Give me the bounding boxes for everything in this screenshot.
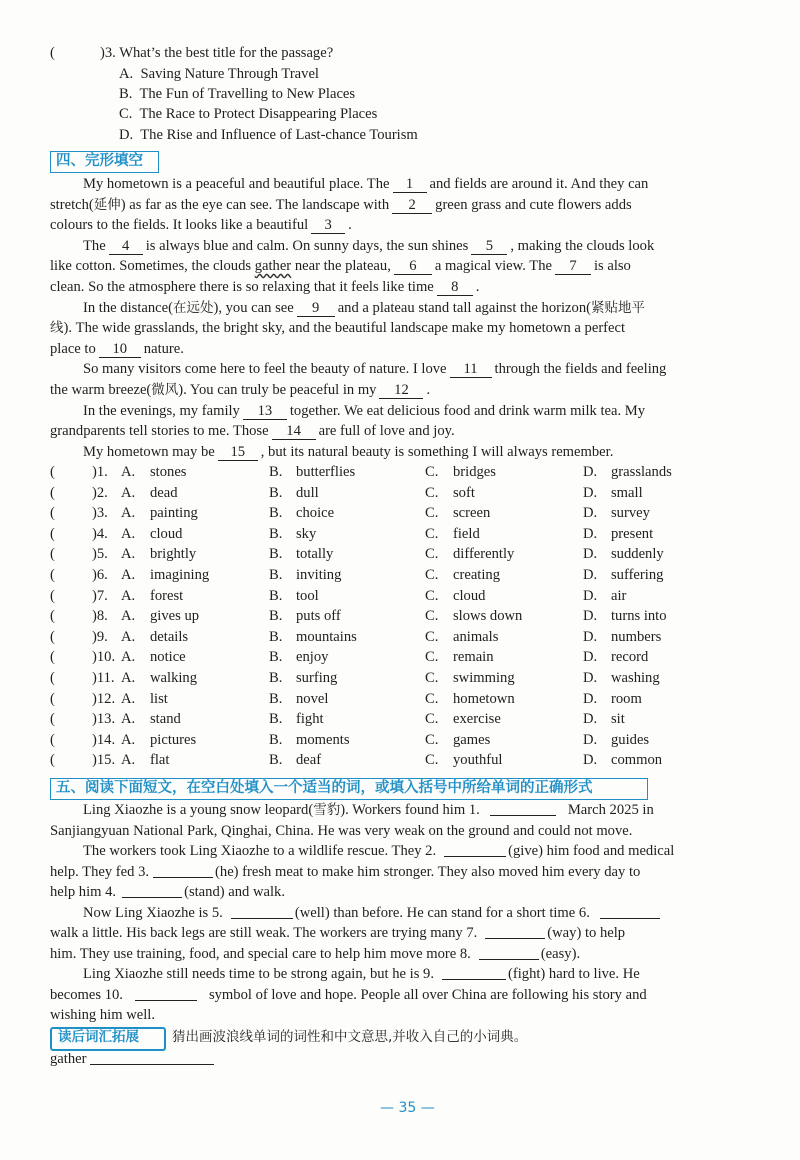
choice-answer-paren[interactable]: (	[50, 526, 55, 542]
option-letter-b: B.	[269, 526, 283, 542]
grammar-blank-8[interactable]	[479, 945, 539, 960]
option-d[interactable]: sit	[611, 711, 625, 727]
option-letter-d: D.	[583, 691, 598, 707]
grammar-blank-5[interactable]	[231, 904, 293, 919]
option-a[interactable]: stones	[150, 464, 187, 480]
answer-paren[interactable]: (	[50, 45, 55, 61]
option-c[interactable]: cloud	[453, 588, 486, 604]
option-c[interactable]: slows down	[453, 608, 523, 624]
choice-number: )9.	[92, 629, 108, 645]
option-a[interactable]: imagining	[150, 567, 210, 583]
option-letter-c: C.	[425, 505, 439, 521]
cloze-line-7: In the distance(在远处), you can see 9 and a plateau stand tall against the horizon(紧贴地平	[83, 300, 645, 316]
choice-answer-paren[interactable]: (	[50, 670, 55, 686]
choice-number: )4.	[92, 526, 108, 542]
option-d[interactable]: grasslands	[611, 464, 672, 480]
option-b[interactable]: tool	[296, 588, 319, 604]
blank-10[interactable]: 10	[99, 342, 141, 358]
option-b[interactable]: inviting	[296, 567, 342, 583]
option-b[interactable]: surfing	[296, 670, 338, 686]
option-d[interactable]: survey	[611, 505, 650, 521]
option-b[interactable]: choice	[296, 505, 335, 521]
option-a[interactable]: flat	[150, 752, 170, 768]
option-letter-a: A.	[121, 732, 136, 748]
choice-answer-paren[interactable]: (	[50, 691, 55, 707]
grammar-line-6: Now Ling Xiaozhe is 5. (well) than before. He can stand for a short time 6.	[83, 904, 662, 922]
cloze-line-14: My hometown may be 15 , but its natural beauty is something I will always remember.	[83, 444, 614, 460]
grammar-line-5: help him 4. (stand) and walk.	[50, 884, 285, 900]
grammar-blank-3[interactable]	[153, 863, 213, 878]
q3-option-c[interactable]: C. The Race to Protect Disappearing Places	[119, 106, 378, 122]
option-d[interactable]: record	[611, 649, 649, 665]
option-letter-b: B.	[269, 567, 283, 583]
choice-answer-paren[interactable]: (	[50, 732, 55, 748]
q3-question-line	[50, 44, 333, 62]
grammar-blank-6[interactable]	[600, 904, 660, 919]
grammar-line-11: wishing him well.	[50, 1007, 155, 1023]
blank-2[interactable]: 2	[392, 198, 432, 214]
option-letter-c: C.	[425, 485, 439, 501]
option-letter-d: D.	[583, 670, 598, 686]
cloze-line-10: So many visitors come here to feel the beauty of nature. I love 11 through the fields and feeling	[83, 361, 667, 377]
q3-number: )3.	[100, 45, 116, 61]
option-b[interactable]: sky	[296, 526, 317, 542]
option-c[interactable]: exercise	[453, 711, 501, 727]
option-letter-c: C.	[425, 526, 439, 542]
option-letter-c: C.	[425, 588, 439, 604]
choice-answer-paren[interactable]: (	[50, 649, 55, 665]
blank-4[interactable]: 4	[109, 239, 143, 255]
option-d[interactable]: room	[611, 691, 642, 707]
option-d[interactable]: common	[611, 752, 663, 768]
option-d[interactable]: turns into	[611, 608, 667, 624]
extension-word: gather	[50, 1051, 87, 1067]
option-c[interactable]: bridges	[453, 464, 496, 480]
blank-3[interactable]: 3	[311, 218, 345, 234]
grammar-line-10: becomes 10. symbol of love and hope. People all over China are following his story and	[50, 987, 647, 1003]
option-b[interactable]: mountains	[296, 629, 357, 645]
option-b[interactable]: puts off	[296, 608, 341, 624]
option-letter-a: A.	[121, 670, 136, 686]
option-letter-a: A.	[121, 649, 136, 665]
option-d[interactable]: present	[611, 526, 654, 542]
option-a[interactable]: notice	[150, 649, 186, 665]
choice-number: )2.	[92, 485, 108, 501]
grammar-blank-7[interactable]	[485, 924, 545, 939]
choice-number: )11.	[92, 670, 115, 686]
blank-9[interactable]: 9	[297, 301, 335, 317]
choice-number: )15.	[92, 752, 116, 768]
blank-14[interactable]: 14	[272, 424, 316, 440]
q3-option-b[interactable]: B. The Fun of Travelling to New Places	[119, 86, 356, 102]
grammar-line-1: Ling Xiaozhe is a young snow leopard(雪豹). Workers found him 1. March 2025 in	[83, 802, 654, 818]
option-d[interactable]: guides	[611, 732, 650, 748]
option-a[interactable]: walking	[150, 670, 198, 686]
option-letter-d: D.	[583, 505, 598, 521]
option-letter-d: D.	[583, 649, 598, 665]
option-a[interactable]: forest	[150, 588, 184, 604]
choice-number: )12.	[92, 691, 116, 707]
option-letter-c: C.	[425, 629, 439, 645]
option-a[interactable]: painting	[150, 505, 198, 521]
grammar-line-7: walk a little. His back legs are still weak. The workers are trying many 7. (way) to help	[50, 925, 626, 941]
option-letter-a: A.	[121, 711, 136, 727]
choice-number: )14.	[92, 732, 116, 748]
cloze-line-9: place to 10 nature.	[50, 341, 184, 357]
cloze-line-5: like cotton. Sometimes, the clouds gather near the plateau, 6 a magical view. The 7 is also	[50, 258, 631, 274]
option-c[interactable]: games	[453, 732, 491, 748]
option-letter-d: D.	[583, 526, 598, 542]
option-d[interactable]: suddenly	[611, 546, 664, 562]
q3-option-d[interactable]: D. The Rise and Influence of Last-chance Tourism	[119, 127, 418, 143]
option-letter-b: B.	[269, 485, 283, 501]
option-letter-c: C.	[425, 649, 439, 665]
option-letter-d: D.	[583, 567, 598, 583]
option-letter-d: D.	[583, 546, 598, 562]
cloze-line-8: 线). The wide grasslands, the bright sky, and the beautiful landscape make my hometown a perfect	[50, 320, 626, 336]
option-c[interactable]: field	[453, 526, 480, 542]
choice-number: )5.	[92, 546, 108, 562]
option-letter-c: C.	[425, 752, 439, 768]
choice-number: )6.	[92, 567, 108, 583]
choice-number: )8.	[92, 608, 108, 624]
blank-6[interactable]: 6	[394, 259, 432, 275]
grammar-line-2: Sanjiangyuan National Park, Qinghai, China. He was very weak on the ground and could not move.	[50, 823, 633, 839]
option-letter-c: C.	[425, 670, 439, 686]
cloze-line-4: The 4 is always blue and calm. On sunny days, the sun shines 5 , making the clouds look	[83, 238, 655, 254]
extension-tag: 读后词汇拓展	[58, 1029, 139, 1045]
option-letter-d: D.	[583, 732, 598, 748]
option-letter-a: A.	[121, 526, 136, 542]
option-c[interactable]: animals	[453, 629, 499, 645]
option-letter-d: D.	[583, 629, 598, 645]
option-letter-b: B.	[269, 505, 283, 521]
option-letter-c: C.	[425, 711, 439, 727]
option-a[interactable]: brightly	[150, 546, 197, 562]
q3-option-a[interactable]: A. Saving Nature Through Travel	[119, 66, 319, 82]
choice-number: )13.	[92, 711, 116, 727]
choice-number: )7.	[92, 588, 108, 604]
wavy-word-gather: gather	[254, 258, 292, 274]
grammar-blank-10[interactable]	[135, 986, 197, 1001]
option-letter-c: C.	[425, 732, 439, 748]
option-letter-b: B.	[269, 691, 283, 707]
option-letter-d: D.	[583, 588, 598, 604]
option-letter-a: A.	[121, 608, 136, 624]
option-letter-a: A.	[121, 588, 136, 604]
option-b[interactable]: butterflies	[296, 464, 356, 480]
blank-15[interactable]: 15	[218, 445, 258, 461]
grammar-line-3: The workers took Ling Xiaozhe to a wildlife rescue. They 2. (give) him food and medical	[83, 843, 675, 859]
cloze-line-13: grandparents tell stories to me. Those 14 are full of love and joy.	[50, 423, 455, 439]
option-letter-a: A.	[121, 629, 136, 645]
option-letter-b: B.	[269, 464, 283, 480]
option-letter-b: B.	[269, 670, 283, 686]
section5-heading: 五、阅读下面短文，在空白处填入一个适当的词，或填入括号中所给单词的正确形式	[56, 780, 593, 796]
option-b[interactable]: deaf	[296, 752, 322, 768]
option-letter-d: D.	[583, 711, 598, 727]
option-letter-c: C.	[425, 464, 439, 480]
blank-7[interactable]: 7	[555, 259, 591, 275]
choice-answer-paren[interactable]: (	[50, 608, 55, 624]
option-a[interactable]: cloud	[150, 526, 183, 542]
option-d[interactable]: air	[611, 588, 627, 604]
option-d[interactable]: numbers	[611, 629, 662, 645]
option-a[interactable]: pictures	[150, 732, 197, 748]
option-letter-b: B.	[269, 588, 283, 604]
choice-answer-paren[interactable]: (	[50, 464, 55, 480]
choice-number: )3.	[92, 505, 108, 521]
choice-answer-paren[interactable]: (	[50, 588, 55, 604]
choice-answer-paren[interactable]: (	[50, 505, 55, 521]
cloze-line-6: clean. So the atmosphere there is so relaxing that it feels like time 8 .	[50, 279, 480, 295]
option-c[interactable]: youthful	[453, 752, 503, 768]
option-a[interactable]: stand	[150, 711, 181, 727]
cloze-line-11: the warm breeze(微风). You can truly be peaceful in my 12 .	[50, 382, 431, 398]
choice-number: )10.	[92, 649, 116, 665]
extension-answer-line[interactable]	[90, 1050, 214, 1065]
option-letter-a: A.	[121, 464, 136, 480]
option-letter-d: D.	[583, 752, 598, 768]
grammar-blank-4[interactable]	[122, 883, 182, 898]
option-letter-a: A.	[121, 505, 136, 521]
q3-question: What’s the best title for the passage?	[119, 45, 334, 61]
blank-1[interactable]: 1	[393, 177, 427, 193]
option-c[interactable]: hometown	[453, 691, 515, 707]
page-number: — 35 —	[380, 1100, 435, 1116]
option-letter-c: C.	[425, 567, 439, 583]
option-a[interactable]: details	[150, 629, 189, 645]
option-letter-a: A.	[121, 752, 136, 768]
choice-number: )1.	[92, 464, 108, 480]
cloze-line-2: stretch(延伸) as far as the eye can see. The landscape with 2 green grass and cute flowers adds	[50, 197, 632, 213]
blank-12[interactable]: 12	[379, 383, 423, 399]
option-c[interactable]: remain	[453, 649, 494, 665]
option-c[interactable]: differently	[453, 546, 515, 562]
option-d[interactable]: suffering	[611, 567, 664, 583]
option-c[interactable]: screen	[453, 505, 491, 521]
choice-answer-paren[interactable]: (	[50, 629, 55, 645]
option-letter-a: A.	[121, 546, 136, 562]
section4-heading: 四、完形填空	[56, 153, 143, 169]
option-b[interactable]: novel	[296, 691, 329, 707]
extension-entry	[50, 1050, 216, 1068]
option-letter-b: B.	[269, 649, 283, 665]
option-letter-b: B.	[269, 546, 283, 562]
extension-instruction: 猜出画波浪线单词的词性和中文意思,并收入自己的小词典。	[172, 1029, 528, 1045]
choice-answer-paren[interactable]: (	[50, 711, 55, 727]
option-letter-a: A.	[121, 691, 136, 707]
option-d[interactable]: small	[611, 485, 643, 501]
option-b[interactable]: totally	[296, 546, 334, 562]
blank-8[interactable]: 8	[437, 280, 473, 296]
option-b[interactable]: dull	[296, 485, 319, 501]
option-c[interactable]: soft	[453, 485, 475, 501]
choice-answer-paren[interactable]: (	[50, 546, 55, 562]
option-letter-d: D.	[583, 464, 598, 480]
choice-answer-paren[interactable]: (	[50, 485, 55, 501]
option-letter-c: C.	[425, 546, 439, 562]
option-letter-d: D.	[583, 485, 598, 501]
option-c[interactable]: creating	[453, 567, 500, 583]
cloze-line-12: In the evenings, my family 13 together. We eat delicious food and drink warm milk tea. My	[83, 403, 646, 419]
grammar-line-4: help. They fed 3. (he) fresh meat to make him stronger. They also moved him every day to	[50, 864, 641, 880]
grammar-line-9: Ling Xiaozhe still needs time to be strong again, but he is 9. (fight) hard to live. He	[83, 966, 640, 982]
option-letter-c: C.	[425, 691, 439, 707]
option-letter-c: C.	[425, 608, 439, 624]
option-letter-b: B.	[269, 629, 283, 645]
option-b[interactable]: enjoy	[296, 649, 329, 665]
grammar-blank-2[interactable]	[444, 842, 506, 857]
cloze-line-3: colours to the fields. It looks like a beautiful 3 .	[50, 217, 352, 233]
option-d[interactable]: washing	[611, 670, 660, 686]
grammar-line-8: him. They use training, food, and special care to help him move more 8. (easy).	[50, 946, 581, 962]
option-letter-a: A.	[121, 485, 136, 501]
choice-answer-paren[interactable]: (	[50, 567, 55, 583]
blank-5[interactable]: 5	[471, 239, 507, 255]
option-b[interactable]: moments	[296, 732, 350, 748]
cloze-line-1: My hometown is a peaceful and beautiful place. The 1 and fields are around it. And they can	[83, 176, 649, 192]
choice-answer-paren[interactable]: (	[50, 752, 55, 768]
option-b[interactable]: fight	[296, 711, 324, 727]
option-a[interactable]: list	[150, 691, 168, 707]
blank-13[interactable]: 13	[243, 404, 287, 420]
option-letter-b: B.	[269, 711, 283, 727]
option-letter-b: B.	[269, 608, 283, 624]
option-a[interactable]: gives up	[150, 608, 200, 624]
option-a[interactable]: dead	[150, 485, 178, 501]
option-letter-d: D.	[583, 608, 598, 624]
grammar-blank-1[interactable]	[490, 801, 556, 816]
blank-11[interactable]: 11	[450, 362, 492, 378]
option-letter-b: B.	[269, 732, 283, 748]
option-letter-a: A.	[121, 567, 136, 583]
option-letter-b: B.	[269, 752, 283, 768]
grammar-blank-9[interactable]	[442, 965, 506, 980]
option-c[interactable]: swimming	[453, 670, 515, 686]
